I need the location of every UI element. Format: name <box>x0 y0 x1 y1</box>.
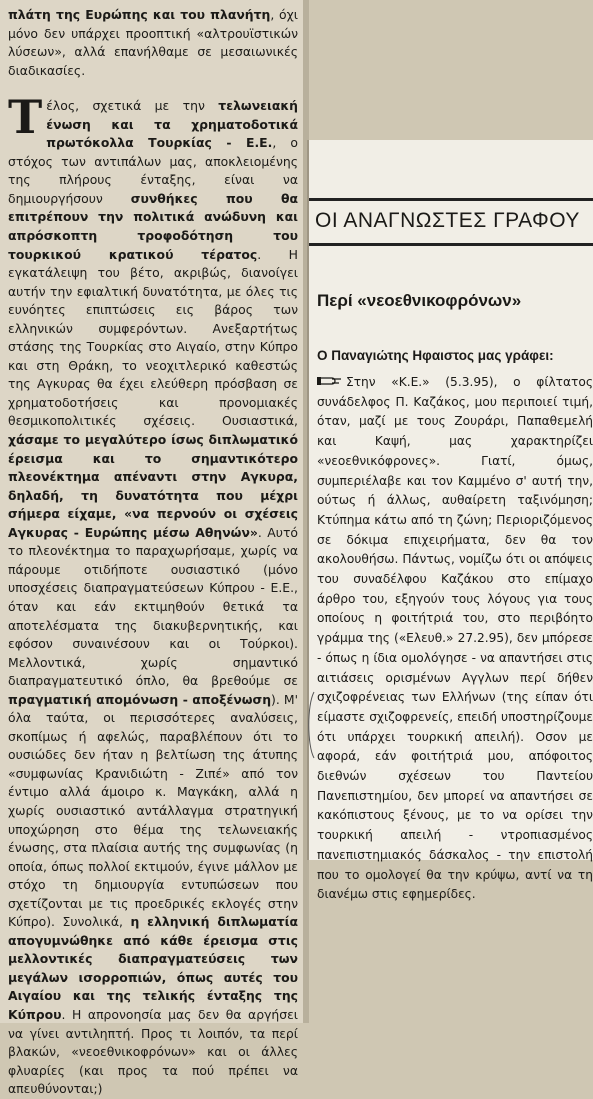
text-run: ). Μ' όλα ταύτα, οι περισσότερες αναλύσεις, σκοπίμως ή αφελώς, παραβλέπουν ότι το ουσιώδες δεν ήταν η βελτίωση της άτυπης «συμφωνίας Κρανιδιώτη - Ζιπέ» από τον έντιμο αλλά άμοιρο κ. Μαγκάκη, αλλά η χωρίς ουσιαστικό αντάλλαγμα στρατηγική υποχώρηση στο θέμα της τελωνειακής ένωσης, στα πλαίσια αυτής της συμφωνίας (η οποία, όπως πολλοί εκτιμούν, έγινε μάλλον με στόχο τη δημιουργία εντυπώσεων που σχετίζονται με τις προεδρικές εκλογές στην Κύπρο). Συνολικά, <box>8 691 298 930</box>
text-run: . Η εγκατάλειψη του βέτο, ακριβώς, διανοίγει αυτήν την εφιαλτική δυνατότητα, με όλες τις ευνόητες επιπτώσεις εις βάρος των ελληνικών συμφερόντων. Ανεξαρτήτως στάσης της Τουρκίας στο Αιγαίο, στην Κύπρο και στη Θράκη, το νεοχιτλερικό καθεστώς της Αγκυρας θα έχει ελεύθερη πρόσβαση σε χρηματοδοτήσεις και προνομιακές θεσμικοπολιτικές σχέσεις. Ουσιαστικά, <box>8 246 298 429</box>
paragraph-1 <box>8 6 298 80</box>
bold-text: η ελληνική διπλωματία απογυμνώθηκε από κάθε έρεισμα στις μελλοντικές διαπραγματεύσεις των μεγάλων ισορροπιών, όπως αυτές του Αιγαίου και της τελικής ένταξης της Κύπρου <box>8 914 298 1022</box>
letter-body-text: Στην «Κ.Ε.» (5.3.95), ο φίλτατος συνάδελφος Π. Καζάκος, μου περιποιεί τιμή, όταν, μαζί με τους Ζουράρι, Παπαθεμελή και Καψή, μας χαρακτηρίζει «νεοεθνικόφρονες». Γιατί, όμως, συμπεριέλαβε και τον Καμμένο σ' αυτή την, ούτως ή άλλως, αυθαίρετη ταξινόμηση; Κτύπημα κάτω από τη ζώνη; Περιοριζόμενος σε δόκιμα επιχειρήματα, δεν θα τον ακολουθήσω. Πάντως, νομίζω ότι οι απόψεις του συναδέλφου Καζάκου στο επίμαχο άρθρο του, εξηγούν τους λόγους για τους οποίους η φοιτήτριά του, στο περιβόητο γράμμα της («Ελευθ.» 27.2.95), δεν μπόρεσε - όπως η ίδια ομολόγησε - να απαντήσει στις αιτιάσεις ορισμένων Αγγλων περί δήθεν σχιζοφρένειας των Ελλήνων (της είπαν ότι είμαστε σχιζοφρενείς, επειδή υποστηρίζουμε ότι υπάρχει τουρκική απειλή). Οσον με αφορά, εάν φοιτήτριά μου, απόφοιτος διεθνών σχέσεων του Παντείου Πανεπιστημίου, δεν μπορεί να απαντήσει σε κακόπιστους ξένους, με το να ορίσει την τουρκική απειλή - ντροπιασμένος πανεπιστημιακός δάσκαλος - την επιστολή που το ομολογεί θα την κρύψω, αντί να τη διανέμω στις εφημερίδες. <box>317 375 593 902</box>
pointing-hand-icon <box>317 374 343 388</box>
bold-text: τελωνειακή ένωση και τα χρηματοδοτικά πρωτόκολλα Τουρκίας - Ε.Ε. <box>46 98 298 151</box>
letter-body <box>317 373 593 905</box>
bold-text: πλάτη της Ευρώπης και του πλανήτη <box>8 7 271 22</box>
text-run: , όχι μόνο δεν υπάρχει προοπτική «αλτρουϊστικών λύσεων», αλλά επανήλθαμε σε μεσαιωνικές διαδικασίες. <box>8 7 298 78</box>
bold-text: συνθήκες που θα επιτρέπουν την πολιτικά ανώδυνη και απρόσκοπτη τροφοδότηση του τουρκικού κρατικού τέρατος <box>8 190 298 262</box>
text-run: . Η απρονοησία μας δεν θα αργήσει να γίνει αντιληπτή. Προς τι λοιπόν, τα περί βλακών, «νεοεθνικοφρόνων» και οι άλλες φλυαρίες (και προς τα πού πρέπει να απευθύνονται;) <box>8 1006 298 1097</box>
text-run: έλος, σχετικά με την <box>46 98 219 114</box>
text-run: . Αυτό το πλεονέκτημα το παραχωρήσαμε, χωρίς να πάρουμε οτιδήποτε ουσιαστικό (μόνο υποσχέσεις διαπραγματεύσεων Κύπρου - Ε.Ε., όταν και εάν εκτιμηθούν θετικά τα αποτελέσματα της διακυβερνητικής, και εφόσον συναινέσουν και οι Τούρκοι). Μελλοντικά, χωρίς σημαντικό διαπραγματευτικό όπλο, θα βρεθούμε σε <box>8 524 298 689</box>
left-article-text <box>8 6 298 1099</box>
bold-text: πραγματική απομόνωση - αποξένωση <box>8 691 272 707</box>
bold-text: χάσαμε το μεγαλύτερο ίσως διπλωματικό έρεισμα και το σημαντικότερο πλεονέκτημα απέναντι στην Αγκυρα, δηλαδή, τη δυνατότητα που μέχρι σήμερα είχαμε, «να περνούν οι σχέσεις Αγκυρας - Ευρώπης μέσω Αθηνών» <box>8 432 298 540</box>
letter-author-line: Ο Παναγιώτης Ηφαιστος μας γράφει: <box>317 348 554 363</box>
pencil-bracket-mark <box>303 690 317 760</box>
drop-cap: Τ <box>8 90 43 145</box>
section-header: ΟΙ ΑΝΑΓΝΩΣΤΕΣ ΓΡΑΦΟΥ <box>309 198 593 246</box>
paragraph-2 <box>8 90 298 1099</box>
letters-clipping <box>307 140 593 902</box>
letter-title: Περί «νεοεθνικοφρόνων» <box>317 291 522 310</box>
text-run: , ο στόχος των αντιπάλων μας, αποκλειομένης της πλήρους ένταξης, είναι να δημιουργήσουν <box>8 135 298 206</box>
